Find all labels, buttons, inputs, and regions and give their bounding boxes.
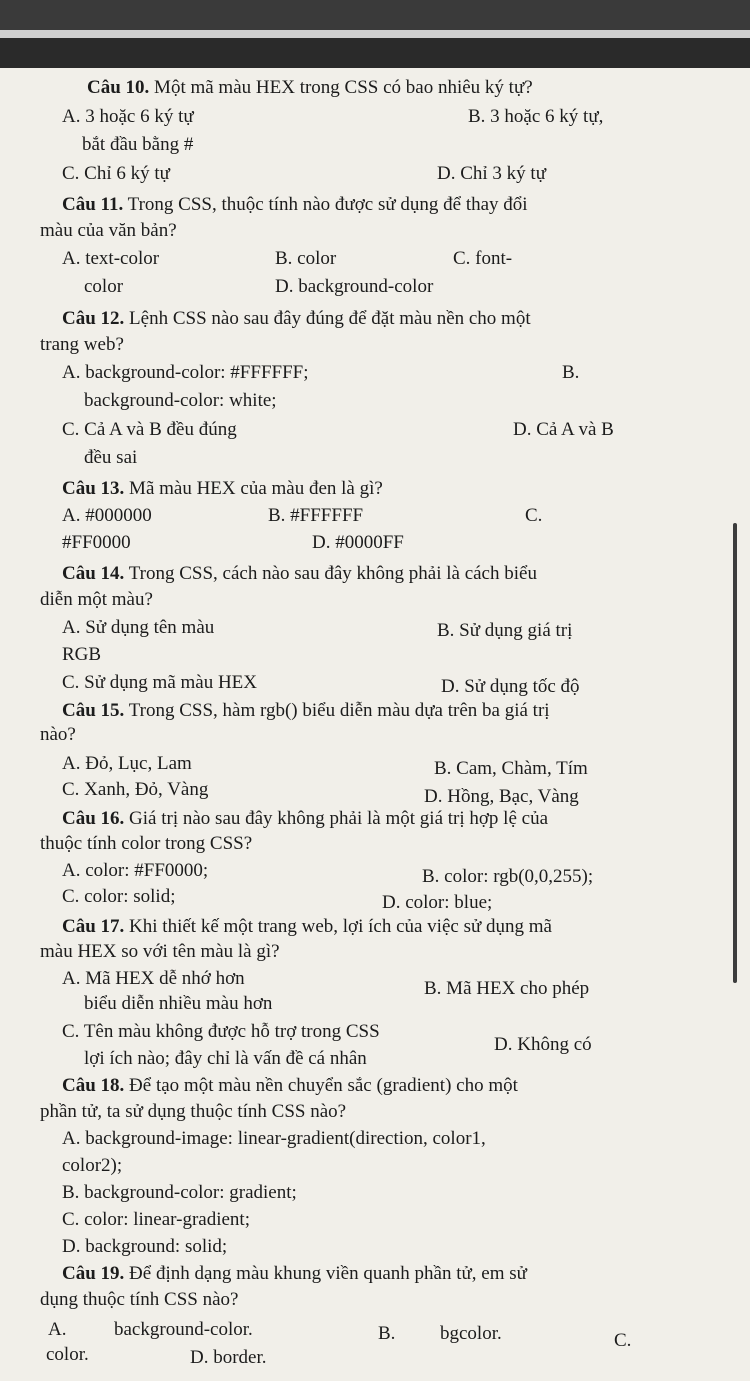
question-17-option-c: C. Tên màu không được hỗ trợ trong CSS xyxy=(62,1021,380,1042)
question-18-option-a-cont: color2); xyxy=(62,1155,123,1176)
question-11-number: Câu 11. xyxy=(62,194,124,215)
question-17-option-a: A. Mã HEX dễ nhớ hơn xyxy=(62,968,245,989)
question-18-option-a: A. background-image: linear-gradient(direction, color1, xyxy=(62,1128,486,1149)
question-10-option-a: A. 3 hoặc 6 ký tự xyxy=(62,106,194,127)
question-19-text: Để định dạng màu khung viền quanh phần tử, em sử xyxy=(124,1263,527,1284)
question-12-option-b: B. xyxy=(562,362,580,383)
question-14-option-a: A. Sử dụng tên màu xyxy=(62,617,215,638)
question-16-option-d: D. color: blue; xyxy=(382,892,493,913)
question-18-option-b: B. background-color: gradient; xyxy=(62,1182,297,1203)
question-18-stem-cont: phần tử, ta sử dụng thuộc tính CSS nào? xyxy=(40,1101,347,1122)
question-16-option-a: A. color: #FF0000; xyxy=(62,860,209,881)
question-15-option-a: A. Đỏ, Lục, Lam xyxy=(62,753,192,774)
question-12-text: Lệnh CSS nào sau đây đúng để đặt màu nền cho một xyxy=(124,308,531,329)
question-14-number: Câu 14. xyxy=(62,563,125,584)
page-edge-bar xyxy=(733,523,737,983)
question-16-option-c: C. color: solid; xyxy=(62,886,176,907)
question-19-option-b-label: B. xyxy=(378,1323,396,1344)
question-10-number: Câu 10. xyxy=(87,77,150,98)
question-18-stem xyxy=(62,1075,518,1097)
question-19-option-c: C. xyxy=(614,1330,632,1351)
question-11-text: Trong CSS, thuộc tính nào được sử dụng để thay đổi xyxy=(123,194,528,215)
question-19-stem-cont: dụng thuộc tính CSS nào? xyxy=(40,1289,239,1310)
question-11-option-d: D. background-color xyxy=(275,276,434,297)
question-13-stem xyxy=(62,478,383,500)
question-14-stem-cont: diễn một màu? xyxy=(40,589,153,610)
document-page xyxy=(0,68,750,1381)
question-14-option-b: B. Sử dụng giá trị xyxy=(437,620,573,641)
question-17-text: Khi thiết kế một trang web, lợi ích của việc sử dụng mã xyxy=(124,916,552,937)
question-12-number: Câu 12. xyxy=(62,308,125,329)
question-10-option-c: C. Chỉ 6 ký tự xyxy=(62,163,170,184)
top-band-strip xyxy=(0,30,750,38)
question-11-option-b: B. color xyxy=(275,248,337,269)
question-11-option-c: C. font- xyxy=(453,248,513,269)
question-13-option-b: B. #FFFFFF xyxy=(268,505,364,526)
question-10-option-b: B. 3 hoặc 6 ký tự, xyxy=(468,106,604,127)
question-12-stem-cont: trang web? xyxy=(40,334,124,355)
question-12-stem xyxy=(62,308,531,330)
question-17-option-d: D. Không có xyxy=(494,1034,592,1055)
question-14-option-c: C. Sử dụng mã màu HEX xyxy=(62,672,258,693)
question-15-stem-cont: nào? xyxy=(40,724,76,745)
question-10-text: Một mã màu HEX trong CSS có bao nhiêu ký tự? xyxy=(149,77,533,98)
question-13-option-d: D. #0000FF xyxy=(312,532,404,553)
question-18-option-c: C. color: linear-gradient; xyxy=(62,1209,250,1230)
question-17-option-d-cont: lợi ích nào; đây chỉ là vấn đề cá nhân xyxy=(84,1048,367,1069)
question-13-text: Mã màu HEX của màu đen là gì? xyxy=(124,478,383,499)
top-dark-band xyxy=(0,0,750,68)
question-10-option-d: D. Chỉ 3 ký tự xyxy=(437,163,546,184)
question-14-option-d: D. Sử dụng tốc độ xyxy=(441,676,580,697)
question-19-option-d: D. border. xyxy=(190,1347,267,1368)
question-10-stem xyxy=(87,77,533,99)
question-12-option-c: C. Cả A và B đều đúng xyxy=(62,419,237,440)
question-13-option-a: A. #000000 xyxy=(62,505,152,526)
question-11-option-c-cont: color xyxy=(84,276,124,297)
question-19-number: Câu 19. xyxy=(62,1263,125,1284)
question-11-stem xyxy=(62,194,528,216)
question-14-text: Trong CSS, cách nào sau đây không phải là cách biểu xyxy=(124,563,537,584)
question-15-option-d: D. Hồng, Bạc, Vàng xyxy=(424,786,579,807)
question-12-option-d: D. Cả A và B xyxy=(513,419,614,440)
question-15-option-b: B. Cam, Chàm, Tím xyxy=(434,758,588,779)
question-17-option-b: B. Mã HEX cho phép xyxy=(424,978,590,999)
question-15-stem xyxy=(62,700,550,722)
question-19-stem xyxy=(62,1263,527,1285)
question-13-option-c-cont: #FF0000 xyxy=(62,532,131,553)
question-10-option-b-cont: bắt đầu bằng # xyxy=(82,134,194,155)
question-14-stem xyxy=(62,563,537,585)
question-14-option-b-cont: RGB xyxy=(62,644,102,665)
question-16-option-b: B. color: rgb(0,0,255); xyxy=(422,866,594,887)
question-17-stem-cont: màu HEX so với tên màu là gì? xyxy=(40,941,280,962)
question-12-option-d-cont: đều sai xyxy=(84,447,138,468)
question-11-stem-cont: màu của văn bản? xyxy=(40,220,177,241)
question-16-stem xyxy=(62,808,548,830)
question-19-option-b: bgcolor. xyxy=(440,1323,502,1344)
question-17-stem xyxy=(62,916,552,938)
question-15-option-c: C. Xanh, Đỏ, Vàng xyxy=(62,779,209,800)
question-17-option-b-cont: biểu diễn nhiều màu hơn xyxy=(84,993,273,1014)
question-16-number: Câu 16. xyxy=(62,808,125,829)
question-15-text: Trong CSS, hàm rgb() biểu diễn màu dựa trên ba giá trị xyxy=(124,700,550,721)
question-16-stem-cont: thuộc tính color trong CSS? xyxy=(40,833,253,854)
question-15-number: Câu 15. xyxy=(62,700,125,721)
question-17-number: Câu 17. xyxy=(62,916,125,937)
question-18-number: Câu 18. xyxy=(62,1075,125,1096)
question-12-option-a: A. background-color: #FFFFFF; xyxy=(62,362,309,383)
question-18-option-d: D. background: solid; xyxy=(62,1236,228,1257)
question-19-option-c-cont: color. xyxy=(46,1344,89,1365)
question-13-option-c: C. xyxy=(525,505,543,526)
question-12-option-b-cont: background-color: white; xyxy=(84,390,277,411)
question-11-option-a: A. text-color xyxy=(62,248,160,269)
question-13-number: Câu 13. xyxy=(62,478,125,499)
question-19-option-a: background-color. xyxy=(114,1319,253,1340)
question-16-text: Giá trị nào sau đây không phải là một giá trị hợp lệ của xyxy=(124,808,549,829)
question-18-text: Để tạo một màu nền chuyển sắc (gradient) cho một xyxy=(124,1075,518,1096)
question-19-option-a-label: A. xyxy=(48,1319,67,1340)
